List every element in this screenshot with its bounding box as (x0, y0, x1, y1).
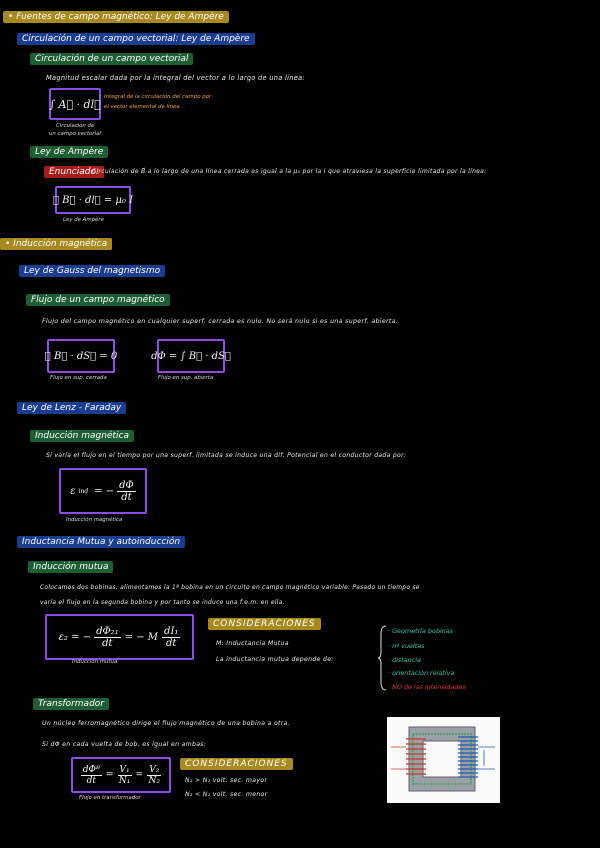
formula-mutua-den2: dt (166, 637, 177, 649)
formula-transformador (71, 757, 171, 793)
formula-mutua-num1: dΦ₂₁ (96, 625, 119, 637)
formula-ley-ampere-caption: Ley de Ampère (63, 217, 104, 223)
transformer-diagram-icon (387, 717, 500, 803)
heading-lenz-faraday: Ley de Lenz - Faraday (17, 402, 126, 414)
enunciado-text: Circulación de B⃗ a lo largo de una línea cerrada es igual a la μ₀ por la I que atraviesa la superficie limitada por la línea: (92, 168, 487, 175)
formula-induccion-lhs: ε (70, 485, 76, 497)
formula-induccion-mutua (45, 614, 194, 660)
formula-induccion-num: dΦ (119, 479, 134, 491)
formula-trans-den3: N₂ (148, 775, 160, 786)
mutua-description-2: varía el flujo en la segunda bobina y por tanto se induce una f.e.m. en ella. (40, 600, 285, 606)
consideraciones-line-1: M: Inductancia Mutua (216, 640, 289, 647)
consideraciones2-line-1: N₂ > N₁ volt. sec. mayor (185, 777, 268, 784)
flujo-description: Flujo del campo magnético en cualquier superf. cerrada es nulo. No será nulo si es una superf. abierta. (42, 318, 399, 325)
dependencia-item: · nº vueltas (388, 642, 425, 650)
formula-mutua-den1: dt (102, 637, 113, 649)
formula-trans-eq1: = (106, 770, 114, 780)
section-title-ampere: • Fuentes de campo magnético: Ley de Ampère (3, 11, 229, 23)
transformador-text-2: Si dΦ en cada vuelta de bob. es igual en ambas: (42, 741, 207, 748)
dependencia-item: · Geometría bobinas (388, 627, 453, 635)
formula-flujo-cerrada-caption: Flujo en sup. cerrada (50, 375, 107, 381)
transformer-figure (387, 717, 500, 803)
tag-enunciado: Enunciado: (44, 166, 104, 178)
formula-mutua-num2: dI₁ (164, 625, 179, 637)
dependencia-item: · NO de las intensidades (388, 683, 466, 691)
heading-gauss: Ley de Gauss del magnetismo (19, 265, 165, 277)
formula-induccion: ε ind = − $\frac{d\Phi}{dt}$ (59, 468, 147, 514)
formula-induccion-den: dt (121, 491, 132, 503)
formula-flujo-abierta (151, 339, 231, 373)
mutua-description-1: Colocamos dos bobinas, alimentamos la 1ª bobina en un circuito en campo magnético variable. Pasado un tiempo se (40, 585, 420, 591)
induccion-description: Si varía el flujo en el tiempo por una superf. limitada se induce una dif. Potencial en el conductor dada por: (46, 452, 407, 459)
brace-icon (378, 624, 388, 692)
formula-ley-ampere (52, 186, 134, 214)
consideraciones2-line-2: N₂ < N₁ volt. sec. menor (185, 791, 268, 798)
formula-transformador-caption: Flujo en transformador (79, 795, 141, 801)
formula-mutua-lhs: ε₂ = − (58, 631, 92, 643)
formula-circulacion-note-1: Integral de la circulación del campo por (104, 94, 212, 100)
formula-mutua-mid: = − M (124, 631, 159, 643)
formula-induccion-lhs-sub: ind (78, 487, 89, 495)
tag-consideraciones: CONSIDERACIONES (208, 618, 321, 630)
formula-trans-num2: V₁ (119, 764, 130, 775)
heading-circulacion: Circulación de un campo vectorial: Ley de Ampère (17, 33, 255, 45)
formula-circulacion-caption-2: un campo vectorial (49, 131, 101, 137)
formula-trans-den1: dt (86, 775, 97, 786)
formula-flujo-cerrada (44, 339, 118, 373)
formula-trans-num3: V₂ (149, 764, 160, 775)
formula-circulacion (49, 88, 101, 120)
subheading-flujo: Flujo de un campo magnético (26, 294, 170, 306)
formula-circulacion-caption-1: Circulación de (56, 123, 95, 129)
subheading-induccion-mutua: Inducción mutua (28, 561, 113, 573)
subheading-circulacion: Circulación de un campo vectorial (30, 53, 193, 65)
formula-trans-den2: N₁ (118, 775, 131, 786)
section-title-induccion: • Inducción magnética (0, 238, 112, 250)
formula-circulacion-note-2: el vector elemental de línea (104, 104, 180, 110)
formula-flujo-cerrada-text: ∮ B⃗ · dS⃗ = 0 (44, 350, 118, 362)
formula-trans-eq2: = (135, 770, 144, 780)
tag-consideraciones-2: CONSIDERACIONES (180, 758, 293, 770)
tag-ley-ampere: Ley de Ampère (30, 146, 108, 158)
dependencia-item: · distancia (388, 656, 421, 664)
consideraciones-line-2: La inductancia mutua depende de: (216, 656, 334, 663)
heading-inductancia-mutua: Inductancia Mutua y autoinducción (17, 536, 185, 548)
dependencia-item: · orientación relativa (388, 669, 455, 677)
formula-induccion-caption: Inducción magnética (66, 517, 123, 523)
formula-circulacion-text: ∫ A⃗ · dl⃗ (49, 97, 101, 111)
subheading-transformador: Transformador (33, 698, 109, 710)
formula-mutua-caption: Inducción mutua (72, 659, 118, 665)
circulacion-description: Magnitud escalar dada por la integral del vector a lo largo de una línea: (46, 74, 305, 82)
subheading-induccion: Inducción magnética (30, 430, 134, 442)
formula-flujo-abierta-caption: Flujo en sup. abierta (158, 375, 214, 381)
formula-flujo-abierta-text: dΦ = ∫ B⃗ · dS⃗ (151, 350, 231, 362)
transformador-text-1: Un núcleo ferromagnético dirige el flujo magnético de una bobina a otra. (42, 720, 290, 727)
formula-ley-ampere-text: ∮ B⃗ · dl⃗ = μ₀ I (52, 194, 134, 206)
formula-trans-num1: dΦᴮ (82, 764, 100, 775)
